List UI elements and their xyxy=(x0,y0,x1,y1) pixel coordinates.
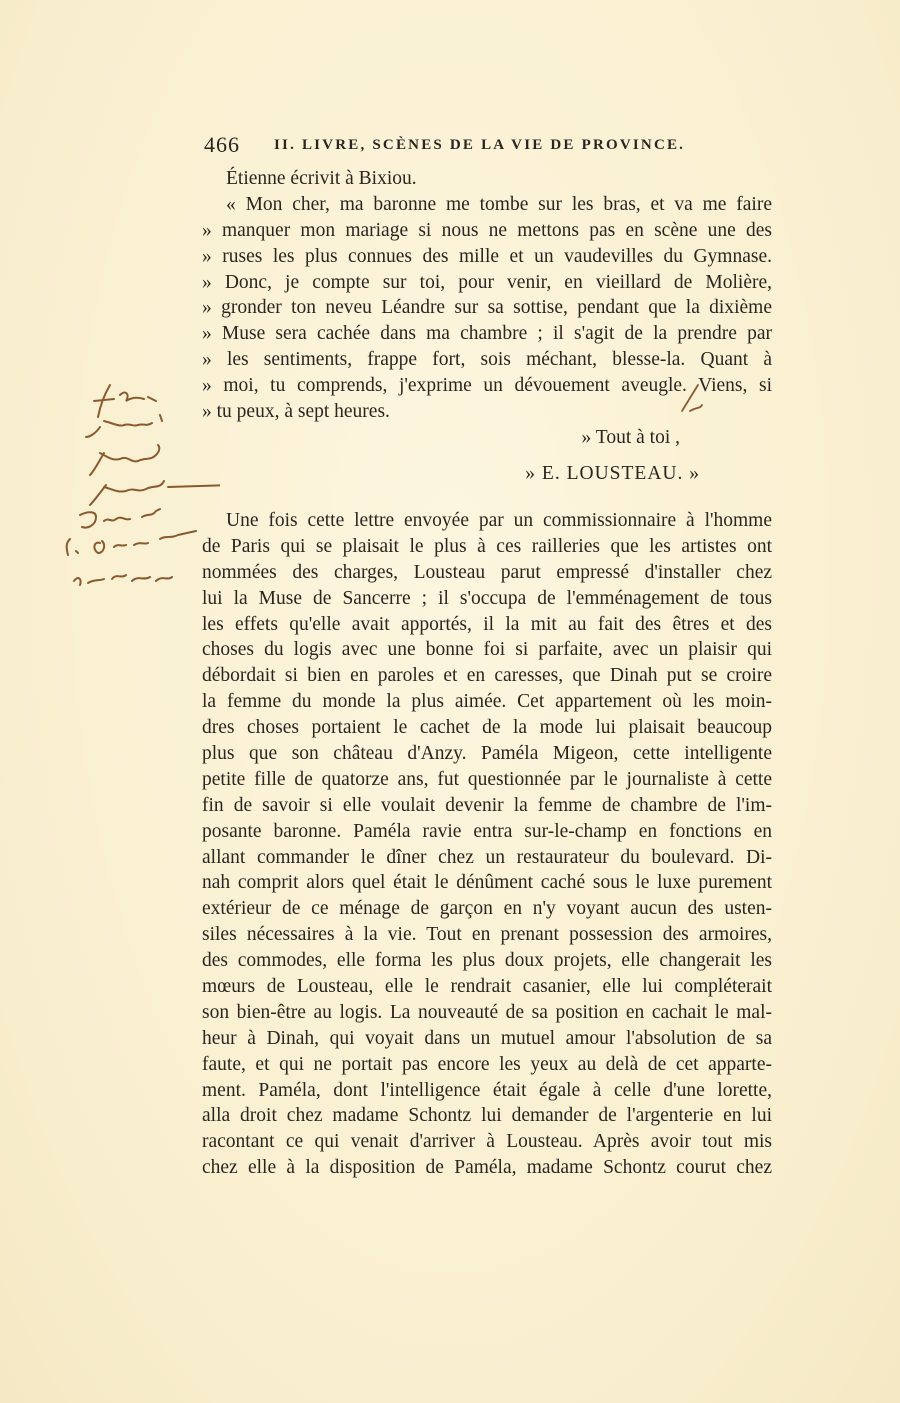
letter-intro: Étienne écrivit à Bixiou. xyxy=(226,168,417,189)
body-line: posante baronne. Paméla ravie entra sur-le-champ en fonctions en xyxy=(202,820,772,842)
body-line: choses du logis avec une bonne foi si parfaite, avec un plaisir qui xyxy=(202,639,772,661)
body-line: siles nécessaires à la vie. Tout en prenant possession des armoires, xyxy=(202,924,772,946)
body-line: chez elle à la disposition de Paméla, madame Schontz courut chez xyxy=(202,1157,772,1179)
correction-mark-icon xyxy=(676,381,706,415)
body-line: son bien-être au logis. La nouveauté de sa position en cachait le mal- xyxy=(202,1001,772,1023)
body-line: nah comprit alors quel était le dénûment caché sous le luxe purement xyxy=(202,872,772,894)
body-line: mœurs de Lousteau, elle le rendrait casanier, elle lui compléterait xyxy=(202,976,772,998)
body-line: nommées des charges, Lousteau parut empressé d'installer chez xyxy=(202,561,772,583)
body-line: heur à Dinah, qui voyait dans un mutuel amour l'absolution de sa xyxy=(202,1027,772,1049)
body-line: faute, et qui ne portait pas encore les yeux au delà de cet apparte- xyxy=(202,1053,772,1075)
body-text xyxy=(202,508,772,1181)
letter-line: » gronder ton neveu Léandre sur sa sottise, pendant que la dixième xyxy=(202,297,772,319)
body-line: plus que son château d'Anzy. Paméla Migeon, cette intelligente xyxy=(202,743,772,765)
body-line: Une fois cette lettre envoyée par un commissionnaire à l'homme xyxy=(226,510,772,531)
letter-line: » ruses les plus connues des mille et un vaudevilles du Gymnase. xyxy=(202,245,772,267)
body-line: ment. Paméla, dont l'intelligence était égale à celle d'une lorette, xyxy=(202,1079,772,1101)
handwritten-annotation xyxy=(60,375,220,595)
letter-block xyxy=(202,166,772,487)
running-head: II. LIVRE, SCÈNES DE LA VIE DE PROVINCE. xyxy=(274,137,686,153)
body-line: de Paris qui se plaisait le plus à ces railleries que les artistes ont xyxy=(202,535,772,557)
body-line: lui la Muse de Sancerre ; il s'occupa de l'emménagement de tous xyxy=(202,587,772,609)
handwriting-icon xyxy=(60,375,220,595)
body-line: des commodes, elle forma les plus doux projets, elle changerait les xyxy=(202,950,772,972)
letter-line: « Mon cher, ma baronne me tombe sur les bras, et va me faire xyxy=(226,193,772,215)
body-line: racontant ce qui venait d'arriver à Lousteau. Après avoir tout mis xyxy=(202,1131,772,1153)
letter-line: » les sentiments, frappe fort, sois méchant, blesse-la. Quant à xyxy=(202,349,772,371)
body-line: alla droit chez madame Schontz lui demander de l'argenterie en lui xyxy=(202,1105,772,1127)
letter-line: » tu peux, à sept heures. xyxy=(202,401,390,423)
body-line: extérieur de ce ménage de garçon en n'y voyant aucun des usten- xyxy=(202,898,772,920)
page-number: 466 xyxy=(204,132,240,157)
letter-line: » moi, tu comprends, j'exprime un dévouement aveugle. Viens, si xyxy=(202,375,772,397)
letter-closing: » Tout à toi , xyxy=(581,426,680,448)
body-line: les effets qu'elle avait apportés, il la mit au fait des êtres et des xyxy=(202,613,772,635)
body-line: petite fille de quatorze ans, fut questionnée par le journaliste à cette xyxy=(202,768,772,790)
letter-line: » Muse sera cachée dans ma chambre ; il s'agit de la prendre par xyxy=(202,323,772,345)
page-header xyxy=(204,132,774,160)
body-line: débordait si bien en paroles et en caresses, que Dinah put se croire xyxy=(202,665,772,687)
body-line: fin de savoir si elle voulait devenir la femme de chambre de l'im- xyxy=(202,794,772,816)
letter-line: » Donc, je compte sur toi, pour venir, en vieillard de Molière, xyxy=(202,271,772,293)
letter-signature: » E. LOUSTEAU. » xyxy=(525,462,700,484)
letter-line: » manquer mon mariage si nous ne mettons pas en scène une des xyxy=(202,219,772,241)
body-line: dres choses portaient le cachet de la mode lui plaisait beaucoup xyxy=(202,717,772,739)
body-line: la femme du monde la plus aimée. Cet appartement où les moin- xyxy=(202,691,772,713)
body-line: allant commander le dîner chez un restaurateur du boulevard. Di- xyxy=(202,846,772,868)
